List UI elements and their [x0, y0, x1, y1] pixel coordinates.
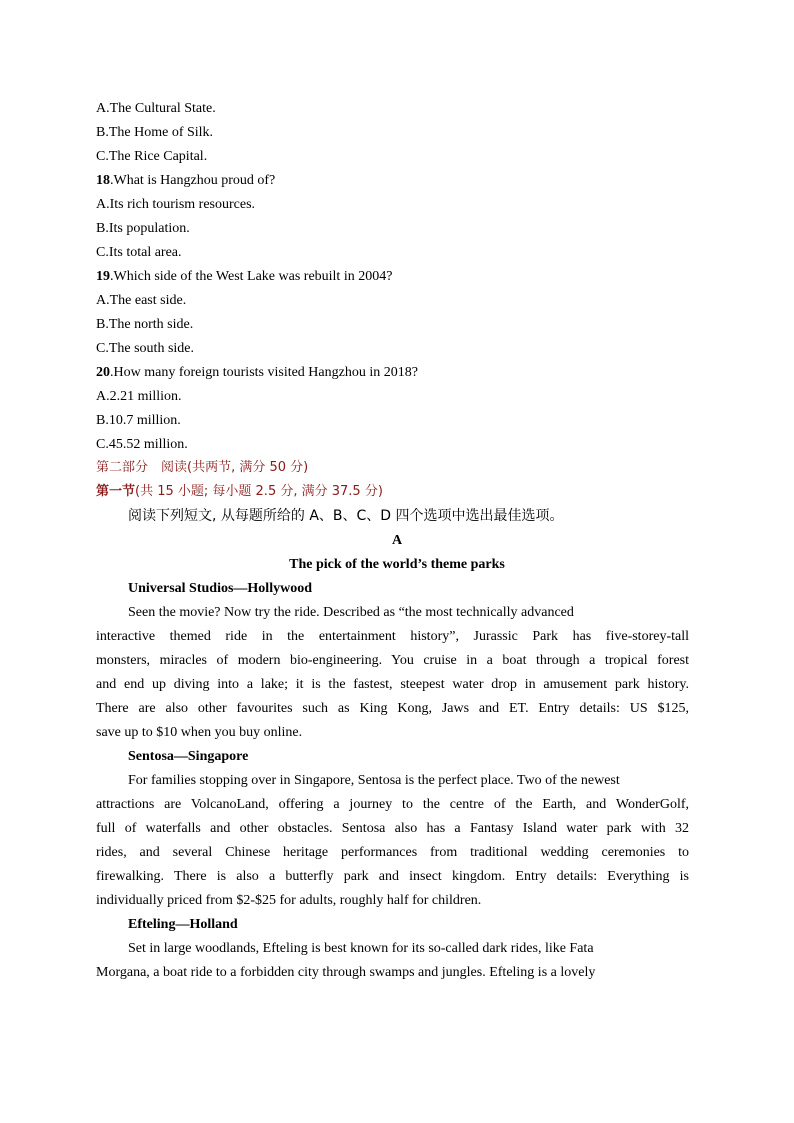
question-18 — [96, 169, 275, 193]
paragraph-line: monsters, miracles of modern bio-engineering. You cruise in a boat through a tropical forest — [96, 653, 689, 668]
question-19 — [96, 265, 392, 289]
section-label: 第一节 — [96, 484, 136, 499]
heading-efteling: Efteling—Holland — [128, 917, 238, 932]
heading-sentosa: Sentosa—Singapore — [128, 749, 249, 764]
question-text: .How many foreign tourists visited Hangzhou in 2018? — [110, 365, 418, 380]
passage-letter: A — [391, 533, 403, 548]
part-two-heading: 第二部分 阅读(共两节, 满分 50 分) — [96, 460, 309, 475]
paragraph-line: Morgana, a boat ride to a forbidden city through swamps and jungles. Efteling is a lovely — [96, 965, 596, 980]
paragraph-line: attractions are VolcanoLand, offering a journey to the centre of the Earth, and WonderGolf, — [96, 797, 689, 812]
q18-option-a: A.Its rich tourism resources. — [96, 197, 256, 212]
question-number: 18 — [96, 173, 110, 188]
q18-option-b: B.Its population. — [96, 221, 190, 236]
q19-option-c: C.The south side. — [96, 341, 194, 356]
paragraph-line: Seen the movie? Now try the ride. Described as “the most technically advanced — [128, 605, 574, 620]
q20-option-c: C.45.52 million. — [96, 437, 188, 452]
paragraph-line: save up to $10 when you buy online. — [96, 725, 303, 740]
q18-option-c: C.Its total area. — [96, 245, 182, 260]
paragraph-line: individually priced from $2-$25 for adults, roughly half for children. — [96, 893, 482, 908]
paragraph-line: interactive themed ride in the entertainment history”, Jurassic Park has five-storey-tall — [96, 629, 689, 644]
paragraph-line: firewalking. There is also a butterfly park and insect kingdom. Entry details: Everything is — [96, 869, 689, 884]
q19-option-a: A.The east side. — [96, 293, 187, 308]
question-text: .Which side of the West Lake was rebuilt in 2004? — [110, 269, 393, 284]
q19-option-b: B.The north side. — [96, 317, 194, 332]
paragraph-line: rides, and several Chinese heritage performances from traditional wedding ceremonies to — [96, 845, 689, 860]
paragraph-line: There are also other favourites such as King Kong, Jaws and ET. Entry details: US $125, — [96, 701, 689, 716]
q17-option-b: B.The Home of Silk. — [96, 125, 214, 140]
q20-option-a: A.2.21 million. — [96, 389, 182, 404]
reading-instruction: 阅读下列短文, 从每题所给的 A、B、C、D 四个选项中选出最佳选项。 — [128, 508, 564, 524]
passage-title: The pick of the world’s theme parks — [289, 557, 505, 572]
paragraph-line: full of waterfalls and other obstacles. Sentosa also has a Fantasy Island water park with 32 — [96, 821, 689, 836]
question-number: 20 — [96, 365, 110, 380]
q20-option-b: B.10.7 million. — [96, 413, 181, 428]
question-number: 19 — [96, 269, 110, 284]
question-20 — [96, 361, 418, 385]
question-text: .What is Hangzhou proud of? — [110, 173, 276, 188]
q17-option-a: A.The Cultural State. — [96, 101, 216, 116]
heading-universal-studios: Universal Studios—Hollywood — [128, 581, 312, 596]
paragraph-line: For families stopping over in Singapore, Sentosa is the perfect place. Two of the newest — [128, 773, 620, 788]
q17-option-c: C.The Rice Capital. — [96, 149, 208, 164]
section-one-heading — [96, 480, 383, 504]
paragraph-line: and end up diving into a lake; it is the fastest, steepest water drop in amusement park history. — [96, 677, 689, 692]
section-detail: (共 15 小题; 每小题 2.5 分, 满分 37.5 分) — [135, 484, 383, 499]
paragraph-line: Set in large woodlands, Efteling is best known for its so-called dark rides, like Fata — [128, 941, 594, 956]
